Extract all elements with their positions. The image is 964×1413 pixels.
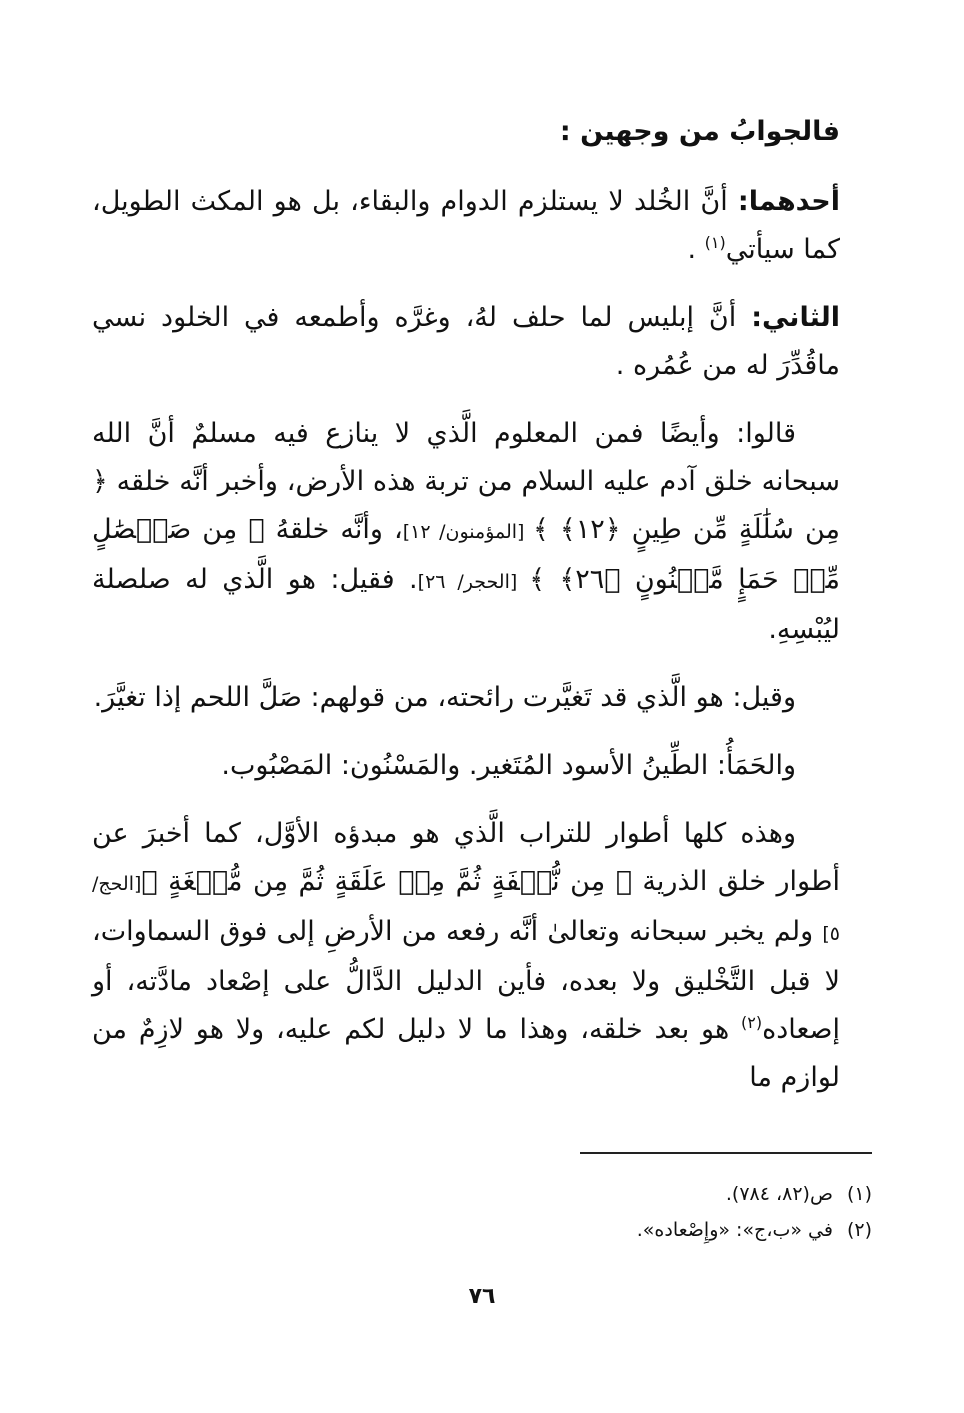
paragraph-creation-of-adam xyxy=(92,410,840,654)
footnote-number: (٢) xyxy=(846,1219,872,1241)
quran-verse: ﴿ مِن نُّطۡفَةٍ ثُمَّ مِنۡ عَلَقَةٍ ثُمَّ مِن مُّضۡغَةٍ ﴾ xyxy=(141,866,632,897)
paragraph-text: . فقيل: هو الَّذي له صلصلة ليُبْسِهِ. xyxy=(92,564,840,645)
paragraph-first-answer xyxy=(92,178,840,274)
paragraph-text: أنَّ إبليس لما حلف لهُ، وغرَّه وأطمعه في الخلود نسي ماقُدِّرَ له من عُمُره . xyxy=(92,302,840,381)
verse-reference: [المؤمنون/ ١٢] xyxy=(402,521,533,543)
paragraph-lead: أحدهما: xyxy=(737,186,840,217)
footnote-number: (١) xyxy=(846,1183,872,1205)
section-heading: فالجوابُ من وجهين : xyxy=(559,116,840,147)
footnote-item xyxy=(372,1176,872,1212)
paragraph-text: ، وأنَّه خلقهُ xyxy=(264,514,403,545)
paragraph-stages xyxy=(92,810,840,1102)
verse-reference: [الحجر/ ٢٦] xyxy=(417,571,530,593)
quran-verse: ﴿ مِن صَلۡصَٰلٍ مِّنۡ حَمَإٍ مَّسۡنُونٍ ﴿٢٦﴾ ﴾ xyxy=(92,514,840,595)
footnote-text: ص(٨٢، ٧٨٤). xyxy=(725,1183,833,1205)
footnote-text: في «ب،ج»: «وإِصْعاده». xyxy=(636,1219,833,1241)
quran-verse: ﴿ مِن سُلَٰلَةٍ مِّن طِينٍ ﴿١٢﴾ ﴾ xyxy=(92,466,840,545)
paragraph-changed-smell: وقيل: هو الَّذي قد تَغيَّرت رائحته، من قولهم: صَلَّ اللحم إذا تغيَّرَ. xyxy=(93,682,796,713)
paragraph-second-answer xyxy=(92,294,840,390)
footnote-marker[interactable]: (١) xyxy=(704,233,726,252)
footnote-marker[interactable]: (٢) xyxy=(741,1013,763,1032)
paragraph-text: وهذه كلها أطوار للتراب الَّذي هو مبدؤه الأوَّل، كما أخبرَ عن أطوار خلق الذرية xyxy=(92,818,840,897)
footnote-item xyxy=(372,1212,872,1248)
verse-reference: [الحج/ ٥] xyxy=(92,873,840,945)
paragraph-definitions: والحَمَأُ: الطِّينُ الأسود المُتَغير. والمَسْنُون: المَصْبُوب. xyxy=(221,750,796,781)
footnote-divider xyxy=(580,1152,872,1154)
paragraph-text: ولم يخبر سبحانه وتعالىٰ أنَّه رفعه من الأرضِ إلى فوق السماوات، لا قبل التَّخْليق ولا بعده، فأين الدليل الدَّالُّ على إصْعاد مادَّته، أو إصعاده xyxy=(92,916,840,1045)
paragraph-lead: الثاني: xyxy=(751,302,840,333)
footnotes xyxy=(372,1176,872,1248)
paragraph-text: قالوا: وأيضًا فمن المعلوم الَّذي لا ينازع فيه مسلمٌ أنَّ الله سبحانه خلق آدم عليه السلام من تربة هذه الأرض، وأخبر أنَّه خلقه xyxy=(92,418,840,497)
paragraph-text: هو بعد خلقه، وهذا ما لا دليل لكم عليه، ولا هو لازِمٌ من لوازم ما xyxy=(92,1014,840,1093)
paragraph-text: أنَّ الخُلد لا يستلزم الدوام والبقاء، بل هو المكث الطويل، كما سيأتي xyxy=(92,186,840,265)
page-number: ٧٦ xyxy=(468,1284,496,1309)
paragraph-end: . xyxy=(687,234,705,265)
